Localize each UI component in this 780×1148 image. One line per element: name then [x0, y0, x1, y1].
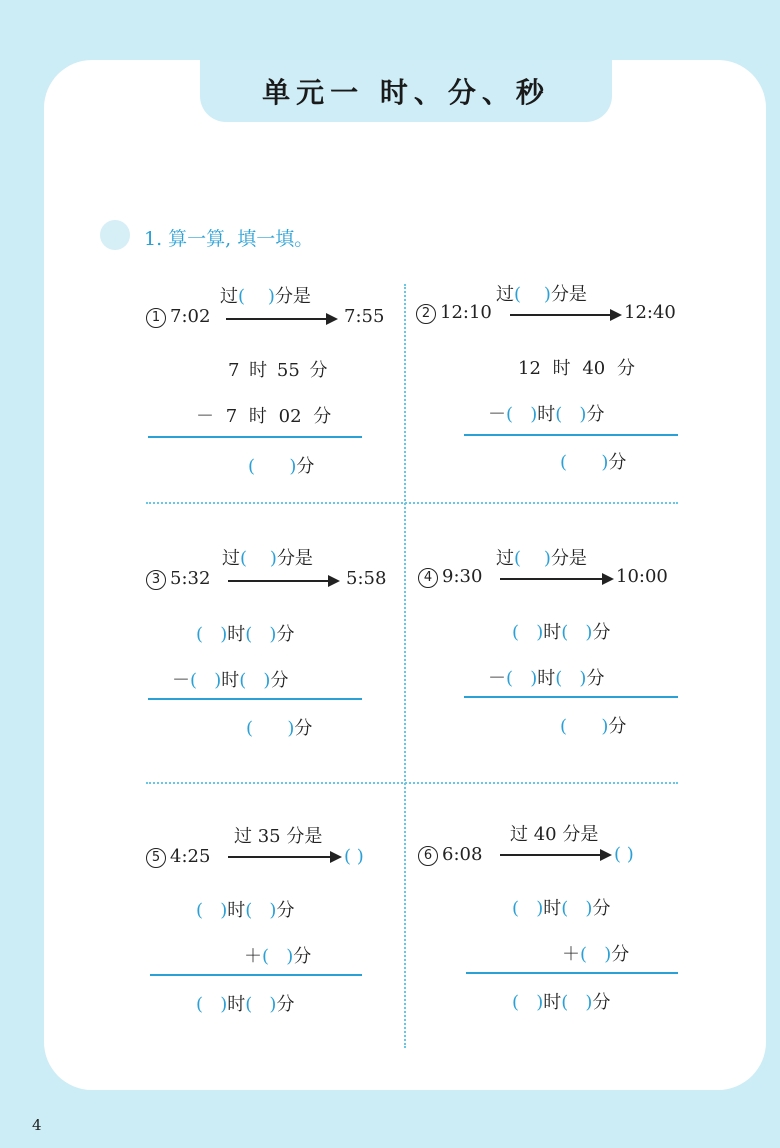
section-title: 1. 算一算, 填一填。 — [144, 228, 314, 250]
arrow-icon — [226, 318, 336, 320]
problem-4-line2: －( )时( )分 — [488, 668, 605, 689]
problem-4-above: 过( )分是 — [496, 548, 587, 569]
problem-2-start: 2 12:10 — [416, 302, 492, 324]
problem-6-line2: ＋( )分 — [562, 944, 630, 965]
problem-1-rule — [148, 436, 362, 438]
page-number: 4 — [32, 1116, 42, 1134]
problem-5-line1: ( )时( )分 — [196, 900, 295, 921]
problem-5-result: ( )时( )分 — [196, 994, 295, 1015]
arrow-icon — [228, 856, 340, 858]
problem-1-end: 7:55 — [344, 306, 385, 327]
problem-6-end: ( ) — [614, 844, 634, 865]
problem-6-result: ( )时( )分 — [512, 992, 611, 1013]
problem-3-line1: ( )时( )分 — [196, 624, 295, 645]
problem-4-line1: ( )时( )分 — [512, 622, 611, 643]
problem-2-line2: －( )时( )分 — [488, 404, 605, 425]
problem-3-start: 3 5:32 — [146, 568, 210, 590]
problem-5-end: ( ) — [344, 846, 364, 867]
arrow-icon — [228, 580, 338, 582]
column-divider — [404, 284, 406, 1048]
problem-6-rule — [466, 972, 678, 974]
problem-3-result: ( )分 — [246, 718, 313, 739]
problem-5-rule — [150, 974, 362, 976]
problem-4-end: 10:00 — [616, 566, 668, 587]
problem-3-rule — [148, 698, 362, 700]
arrow-icon — [500, 854, 610, 856]
problem-1-line1: 7 时 55 分 — [228, 360, 328, 381]
problem-3-line2: －( )时( )分 — [172, 670, 289, 691]
problem-2-above: 过( )分是 — [496, 284, 587, 305]
problem-2-line1: 12 时 40 分 — [518, 358, 635, 379]
problem-6-start: 6 6:08 — [418, 844, 482, 866]
page-title: 单元一 时、分、秒 — [262, 76, 550, 109]
problem-1-line2: － 7 时 02 分 — [196, 406, 332, 427]
problem-2-end: 12:40 — [624, 302, 676, 323]
row-divider-2 — [146, 782, 678, 784]
problem-6-line1: ( )时( )分 — [512, 898, 611, 919]
problem-5-line2: ＋( )分 — [244, 946, 312, 967]
problem-3-above: 过( )分是 — [222, 548, 313, 569]
problem-2-rule — [464, 434, 678, 436]
problem-5-above: 过 35 分是 — [234, 826, 323, 847]
problem-1-start: 1 7:02 — [146, 306, 210, 328]
problem-4-result: ( )分 — [560, 716, 627, 737]
row-divider-1 — [146, 502, 678, 504]
title-tab — [200, 60, 612, 122]
problem-2-result: ( )分 — [560, 452, 627, 473]
arrow-icon — [500, 578, 612, 580]
arrow-icon — [510, 314, 620, 316]
problem-1-above: 过( )分是 — [220, 286, 311, 307]
problem-5-start: 5 4:25 — [146, 846, 210, 868]
problem-4-start: 4 9:30 — [418, 566, 482, 588]
problem-4-rule — [464, 696, 678, 698]
problem-3-end: 5:58 — [346, 568, 387, 589]
problem-6-above: 过 40 分是 — [510, 824, 599, 845]
section-bullet-icon — [100, 220, 130, 250]
problem-1-result: ( )分 — [248, 456, 315, 477]
